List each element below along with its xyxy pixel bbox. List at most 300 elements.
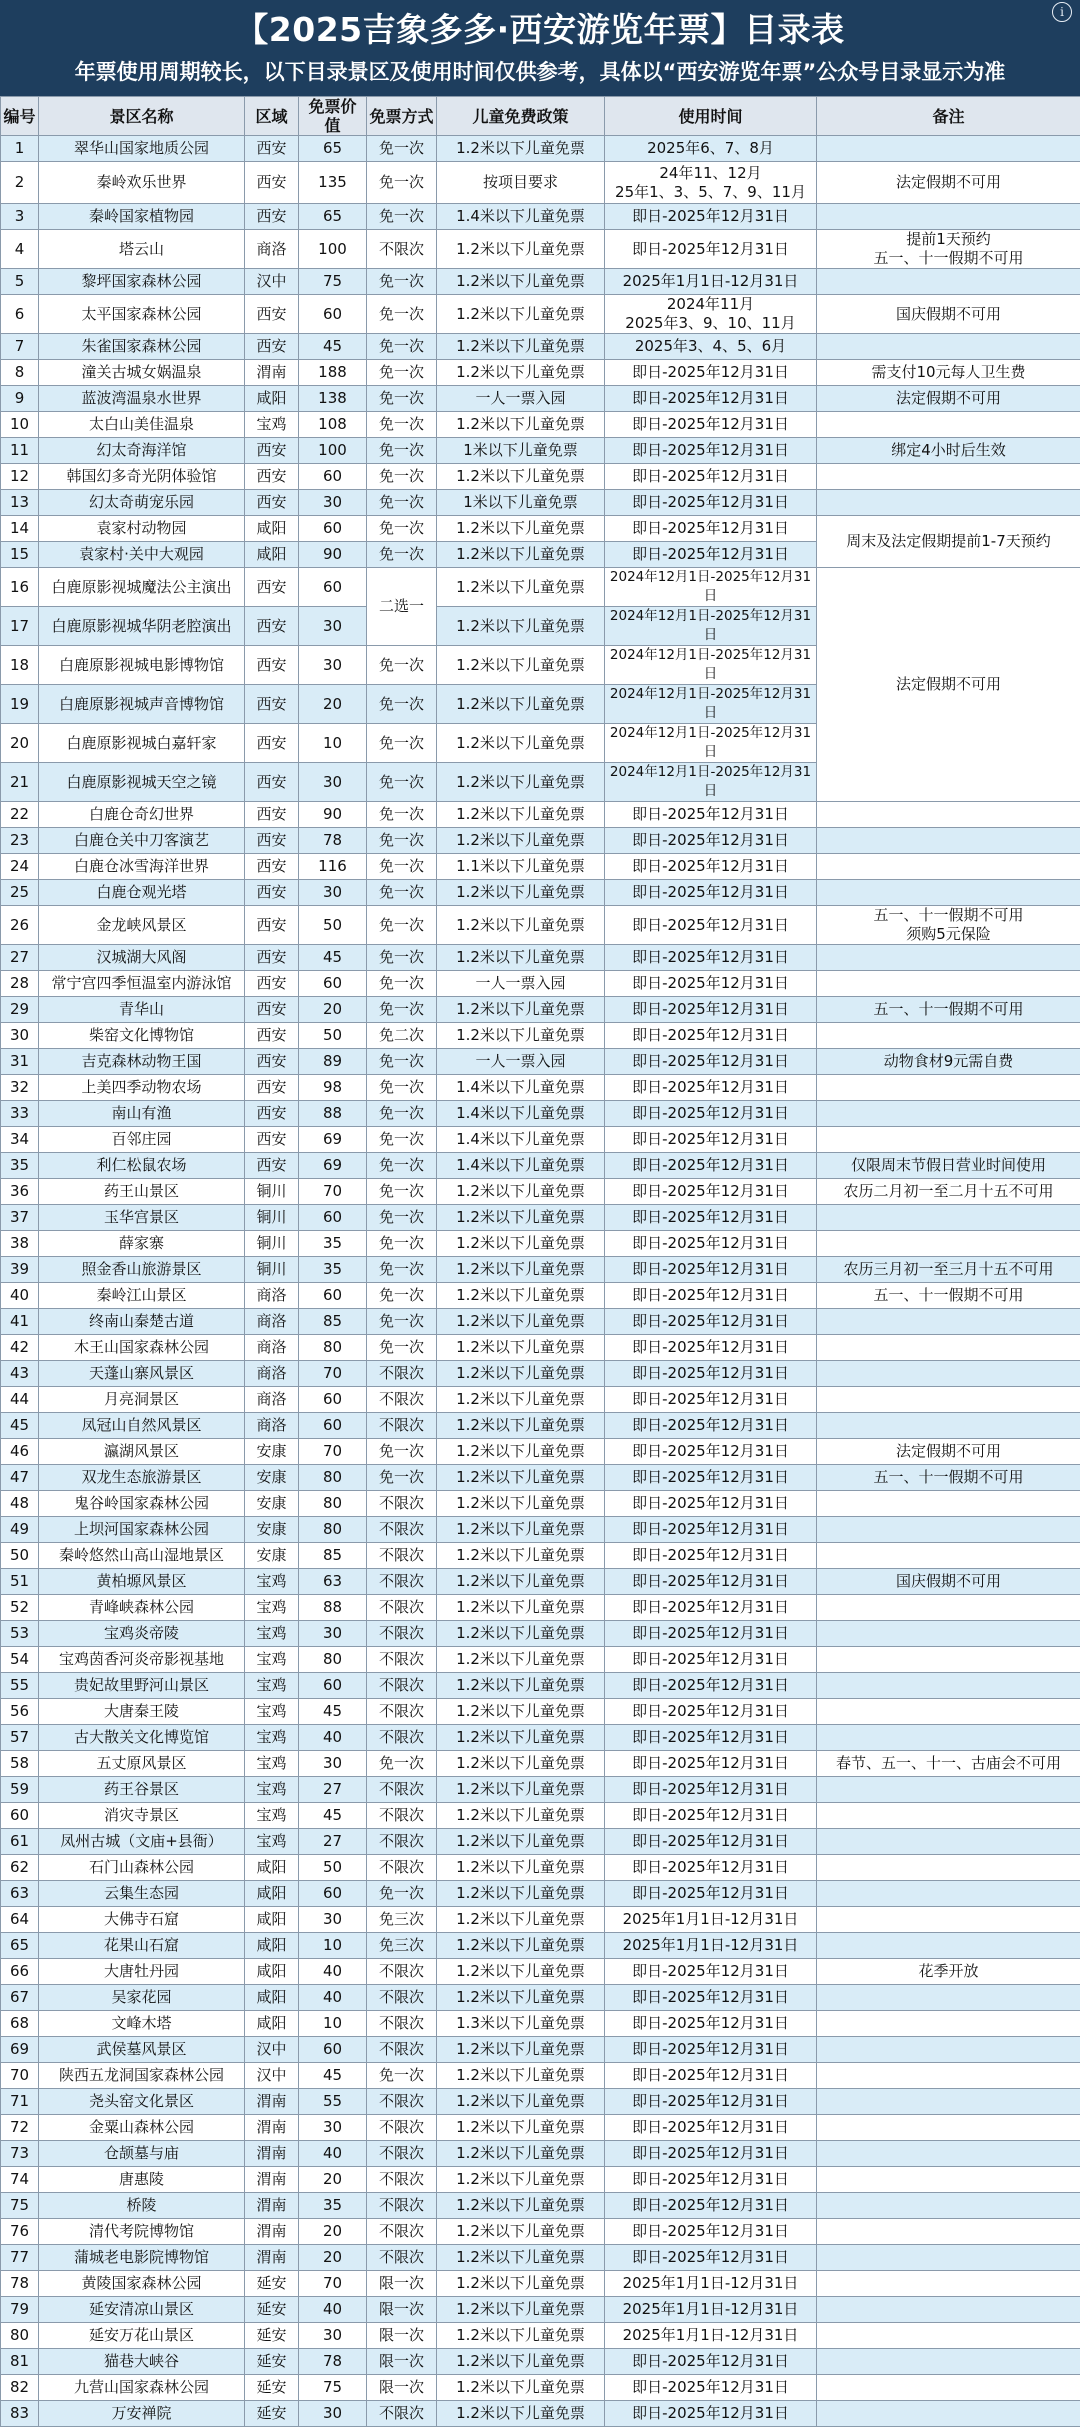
cell-index: 26 bbox=[1, 906, 39, 945]
cell-name: 白鹿原影视城声音博物馆 bbox=[39, 685, 245, 724]
cell-name: 陕西五龙洞国家森林公园 bbox=[39, 2063, 245, 2089]
cell-child-policy: 1.2米以下儿童免票 bbox=[437, 1179, 605, 1205]
cell-child-policy: 1.2米以下儿童免票 bbox=[437, 763, 605, 802]
table-row bbox=[1, 438, 1080, 464]
cell-remarks bbox=[817, 1335, 1080, 1361]
table-row bbox=[1, 2037, 1080, 2063]
cell-value: 30 bbox=[299, 1621, 367, 1647]
cell-name: 药王山景区 bbox=[39, 1179, 245, 1205]
cell-remarks bbox=[817, 2349, 1080, 2375]
cell-usage-time: 即日-2025年12月31日 bbox=[605, 1751, 817, 1777]
table-row bbox=[1, 2115, 1080, 2141]
table-row bbox=[1, 945, 1080, 971]
cell-method: 免一次 bbox=[367, 1257, 437, 1283]
cell-value: 27 bbox=[299, 1829, 367, 1855]
cell-method: 免一次 bbox=[367, 763, 437, 802]
cell-value: 50 bbox=[299, 906, 367, 945]
cell-index: 31 bbox=[1, 1049, 39, 1075]
cell-index: 5 bbox=[1, 269, 39, 295]
cell-remarks bbox=[817, 880, 1080, 906]
cell-remarks bbox=[817, 412, 1080, 438]
cell-usage-time: 即日-2025年12月31日 bbox=[605, 1699, 817, 1725]
cell-index: 71 bbox=[1, 2089, 39, 2115]
cell-value: 45 bbox=[299, 945, 367, 971]
cell-name: 百邻庄园 bbox=[39, 1127, 245, 1153]
cell-value: 30 bbox=[299, 607, 367, 646]
table-row bbox=[1, 1777, 1080, 1803]
cell-method: 免一次 bbox=[367, 854, 437, 880]
cell-remarks: 农历三月初一至三月十五不可用 bbox=[817, 1257, 1080, 1283]
cell-name: 幻太奇海洋馆 bbox=[39, 438, 245, 464]
cell-remarks: 五一、十一假期不可用 bbox=[817, 1283, 1080, 1309]
cell-method: 不限次 bbox=[367, 2193, 437, 2219]
cell-region: 西安 bbox=[245, 971, 299, 997]
table-row bbox=[1, 2349, 1080, 2375]
cell-usage-time: 即日-2025年12月31日 bbox=[605, 1855, 817, 1881]
cell-index: 2 bbox=[1, 162, 39, 204]
cell-region: 西安 bbox=[245, 204, 299, 230]
cell-child-policy: 1.2米以下儿童免票 bbox=[437, 880, 605, 906]
cell-index: 18 bbox=[1, 646, 39, 685]
cell-name: 袁家村·关中大观园 bbox=[39, 542, 245, 568]
cell-usage-time: 即日-2025年12月31日 bbox=[605, 1049, 817, 1075]
cell-name: 塔云山 bbox=[39, 230, 245, 269]
cell-usage-time: 即日-2025年12月31日 bbox=[605, 438, 817, 464]
cell-method: 不限次 bbox=[367, 1985, 437, 2011]
cell-child-policy: 1.2米以下儿童免票 bbox=[437, 1725, 605, 1751]
cell-usage-time: 即日-2025年12月31日 bbox=[605, 1205, 817, 1231]
cell-region: 咸阳 bbox=[245, 1959, 299, 1985]
cell-method: 限一次 bbox=[367, 2375, 437, 2401]
cell-index: 17 bbox=[1, 607, 39, 646]
cell-index: 30 bbox=[1, 1023, 39, 1049]
cell-child-policy: 1.2米以下儿童免票 bbox=[437, 2297, 605, 2323]
cell-index: 9 bbox=[1, 386, 39, 412]
cell-child-policy: 1.2米以下儿童免票 bbox=[437, 360, 605, 386]
cell-region: 汉中 bbox=[245, 2063, 299, 2089]
cell-usage-time: 即日-2025年12月31日 bbox=[605, 2219, 817, 2245]
cell-value: 30 bbox=[299, 1907, 367, 1933]
cell-usage-time: 即日-2025年12月31日 bbox=[605, 945, 817, 971]
cell-name: 药王谷景区 bbox=[39, 1777, 245, 1803]
cell-method: 免一次 bbox=[367, 724, 437, 763]
cell-region: 西安 bbox=[245, 854, 299, 880]
cell-value: 60 bbox=[299, 1387, 367, 1413]
cell-index: 34 bbox=[1, 1127, 39, 1153]
cell-index: 29 bbox=[1, 997, 39, 1023]
table-row bbox=[1, 386, 1080, 412]
cell-remarks: 五一、十一假期不可用 bbox=[817, 1465, 1080, 1491]
cell-index: 1 bbox=[1, 136, 39, 162]
cell-value: 60 bbox=[299, 1413, 367, 1439]
cell-method: 免一次 bbox=[367, 1231, 437, 1257]
cell-usage-time: 2024年12月1日-2025年12月31日 bbox=[605, 646, 817, 685]
cell-value: 65 bbox=[299, 136, 367, 162]
cell-method: 不限次 bbox=[367, 1699, 437, 1725]
table-row bbox=[1, 1907, 1080, 1933]
cell-value: 70 bbox=[299, 1361, 367, 1387]
cell-child-policy: 一人一票入园 bbox=[437, 1049, 605, 1075]
cell-region: 西安 bbox=[245, 490, 299, 516]
cell-region: 西安 bbox=[245, 763, 299, 802]
cell-name: 五丈原风景区 bbox=[39, 1751, 245, 1777]
cell-value: 10 bbox=[299, 724, 367, 763]
cell-child-policy: 1.2米以下儿童免票 bbox=[437, 997, 605, 1023]
cell-region: 西安 bbox=[245, 646, 299, 685]
cell-remarks bbox=[817, 1075, 1080, 1101]
cell-remarks bbox=[817, 2219, 1080, 2245]
cell-method: 免一次 bbox=[367, 162, 437, 204]
cell-region: 宝鸡 bbox=[245, 1751, 299, 1777]
cell-child-policy: 1.2米以下儿童免票 bbox=[437, 2323, 605, 2349]
cell-value: 50 bbox=[299, 1023, 367, 1049]
cell-usage-time: 即日-2025年12月31日 bbox=[605, 854, 817, 880]
cell-region: 西安 bbox=[245, 1075, 299, 1101]
cell-child-policy: 1.2米以下儿童免票 bbox=[437, 1647, 605, 1673]
cell-child-policy: 1.2米以下儿童免票 bbox=[437, 1595, 605, 1621]
table-row bbox=[1, 1361, 1080, 1387]
cell-value: 45 bbox=[299, 1699, 367, 1725]
cell-child-policy: 1.2米以下儿童免票 bbox=[437, 230, 605, 269]
cell-region: 宝鸡 bbox=[245, 1647, 299, 1673]
cell-region: 西安 bbox=[245, 1049, 299, 1075]
table-row bbox=[1, 1673, 1080, 1699]
cell-child-policy: 1.2米以下儿童免票 bbox=[437, 1803, 605, 1829]
table-row bbox=[1, 2323, 1080, 2349]
cell-index: 4 bbox=[1, 230, 39, 269]
cell-index: 54 bbox=[1, 1647, 39, 1673]
table-row bbox=[1, 1569, 1080, 1595]
cell-index: 55 bbox=[1, 1673, 39, 1699]
cell-region: 西安 bbox=[245, 945, 299, 971]
cell-method: 不限次 bbox=[367, 230, 437, 269]
cell-usage-time: 即日-2025年12月31日 bbox=[605, 1335, 817, 1361]
cell-remarks bbox=[817, 2037, 1080, 2063]
cell-method: 免一次 bbox=[367, 204, 437, 230]
cell-region: 安康 bbox=[245, 1543, 299, 1569]
cell-remarks bbox=[817, 269, 1080, 295]
cell-remarks: 绑定4小时后生效 bbox=[817, 438, 1080, 464]
cell-method: 限一次 bbox=[367, 2271, 437, 2297]
cell-index: 8 bbox=[1, 360, 39, 386]
cell-method: 免一次 bbox=[367, 1283, 437, 1309]
cell-region: 西安 bbox=[245, 295, 299, 334]
cell-method: 不限次 bbox=[367, 1829, 437, 1855]
cell-name: 白鹿原影视城华阴老腔演出 bbox=[39, 607, 245, 646]
cell-value: 80 bbox=[299, 1647, 367, 1673]
cell-child-policy: 1.2米以下儿童免票 bbox=[437, 1907, 605, 1933]
cell-name: 白鹿原影视城电影博物馆 bbox=[39, 646, 245, 685]
cell-name: 金龙峡风景区 bbox=[39, 906, 245, 945]
cell-value: 40 bbox=[299, 1985, 367, 2011]
cell-name: 凤州古城（文庙+县衙） bbox=[39, 1829, 245, 1855]
cell-child-policy: 1.2米以下儿童免票 bbox=[437, 1673, 605, 1699]
info-circle-icon[interactable]: i bbox=[1052, 2, 1072, 22]
cell-value: 100 bbox=[299, 438, 367, 464]
cell-value: 70 bbox=[299, 1179, 367, 1205]
cell-value: 60 bbox=[299, 1283, 367, 1309]
cell-remarks bbox=[817, 802, 1080, 828]
cell-region: 铜川 bbox=[245, 1257, 299, 1283]
cell-child-policy: 1.2米以下儿童免票 bbox=[437, 1361, 605, 1387]
table-row bbox=[1, 2245, 1080, 2271]
cell-child-policy: 1.2米以下儿童免票 bbox=[437, 2037, 605, 2063]
cell-child-policy: 按项目要求 bbox=[437, 162, 605, 204]
cell-method: 免一次 bbox=[367, 386, 437, 412]
cell-remarks bbox=[817, 2063, 1080, 2089]
cell-name: 白鹿仓关中刀客演艺 bbox=[39, 828, 245, 854]
cell-value: 20 bbox=[299, 685, 367, 724]
cell-value: 80 bbox=[299, 1517, 367, 1543]
cell-child-policy: 1.2米以下儿童免票 bbox=[437, 542, 605, 568]
cell-index: 16 bbox=[1, 568, 39, 607]
table-row bbox=[1, 1751, 1080, 1777]
cell-child-policy: 1.2米以下儿童免票 bbox=[437, 2089, 605, 2115]
cell-remarks bbox=[817, 1309, 1080, 1335]
cell-remarks bbox=[817, 2089, 1080, 2115]
cell-index: 62 bbox=[1, 1855, 39, 1881]
cell-method: 不限次 bbox=[367, 1673, 437, 1699]
cell-child-policy: 1.2米以下儿童免票 bbox=[437, 1777, 605, 1803]
cell-name: 蓝波湾温泉水世界 bbox=[39, 386, 245, 412]
cell-usage-time: 即日-2025年12月31日 bbox=[605, 412, 817, 438]
cell-value: 30 bbox=[299, 646, 367, 685]
table-row bbox=[1, 2297, 1080, 2323]
cell-value: 45 bbox=[299, 2063, 367, 2089]
cell-region: 商洛 bbox=[245, 1387, 299, 1413]
cell-value: 30 bbox=[299, 2323, 367, 2349]
cell-index: 52 bbox=[1, 1595, 39, 1621]
cell-method: 免一次 bbox=[367, 1101, 437, 1127]
cell-usage-time: 24年11、12月 25年1、3、5、7、9、11月 bbox=[605, 162, 817, 204]
cell-method: 免一次 bbox=[367, 464, 437, 490]
cell-name: 照金香山旅游景区 bbox=[39, 1257, 245, 1283]
cell-usage-time: 即日-2025年12月31日 bbox=[605, 1101, 817, 1127]
table-row bbox=[1, 828, 1080, 854]
cell-child-policy: 1.2米以下儿童免票 bbox=[437, 1855, 605, 1881]
cell-remarks: 花季开放 bbox=[817, 1959, 1080, 1985]
cell-index: 20 bbox=[1, 724, 39, 763]
cell-usage-time: 即日-2025年12月31日 bbox=[605, 360, 817, 386]
cell-usage-time: 2025年1月1日-12月31日 bbox=[605, 1907, 817, 1933]
table-row bbox=[1, 906, 1080, 945]
cell-method: 限一次 bbox=[367, 2349, 437, 2375]
cell-region: 渭南 bbox=[245, 360, 299, 386]
cell-name: 青峰峡森林公园 bbox=[39, 1595, 245, 1621]
cell-region: 延安 bbox=[245, 2349, 299, 2375]
cell-value: 60 bbox=[299, 1205, 367, 1231]
cell-usage-time: 2025年6、7、8月 bbox=[605, 136, 817, 162]
cell-value: 60 bbox=[299, 1881, 367, 1907]
scenic-spot-table bbox=[0, 96, 1080, 2427]
cell-remarks bbox=[817, 1205, 1080, 1231]
table-row bbox=[1, 464, 1080, 490]
cell-name: 大唐牡丹园 bbox=[39, 1959, 245, 1985]
cell-remarks bbox=[817, 2193, 1080, 2219]
cell-remarks bbox=[817, 945, 1080, 971]
cell-method: 不限次 bbox=[367, 1621, 437, 1647]
table-row bbox=[1, 2271, 1080, 2297]
cell-child-policy: 1.2米以下儿童免票 bbox=[437, 295, 605, 334]
cell-index: 75 bbox=[1, 2193, 39, 2219]
cell-usage-time: 即日-2025年12月31日 bbox=[605, 1361, 817, 1387]
cell-region: 安康 bbox=[245, 1465, 299, 1491]
table-row bbox=[1, 360, 1080, 386]
cell-child-policy: 1.3米以下儿童免票 bbox=[437, 2011, 605, 2037]
cell-usage-time: 2025年1月1日-12月31日 bbox=[605, 2271, 817, 2297]
table-row bbox=[1, 516, 1080, 542]
cell-value: 35 bbox=[299, 1231, 367, 1257]
cell-usage-time: 即日-2025年12月31日 bbox=[605, 1803, 817, 1829]
cell-index: 48 bbox=[1, 1491, 39, 1517]
cell-method: 免一次 bbox=[367, 1205, 437, 1231]
cell-region: 商洛 bbox=[245, 1413, 299, 1439]
cell-method: 免一次 bbox=[367, 542, 437, 568]
cell-name: 白鹿原影视城魔法公主演出 bbox=[39, 568, 245, 607]
cell-name: 贵妃故里野河山景区 bbox=[39, 1673, 245, 1699]
cell-method: 免一次 bbox=[367, 1881, 437, 1907]
cell-usage-time: 2025年1月1日-12月31日 bbox=[605, 1933, 817, 1959]
cell-value: 45 bbox=[299, 1803, 367, 1829]
cell-name: 金粟山森林公园 bbox=[39, 2115, 245, 2141]
cell-index: 15 bbox=[1, 542, 39, 568]
cell-region: 延安 bbox=[245, 2375, 299, 2401]
cell-value: 80 bbox=[299, 1465, 367, 1491]
cell-method: 不限次 bbox=[367, 1777, 437, 1803]
cell-name: 秦岭悠然山高山湿地景区 bbox=[39, 1543, 245, 1569]
table-row bbox=[1, 2401, 1080, 2427]
cell-remarks bbox=[817, 2401, 1080, 2427]
cell-remarks: 动物食材9元需自费 bbox=[817, 1049, 1080, 1075]
cell-region: 西安 bbox=[245, 880, 299, 906]
col-header-method: 免票方式 bbox=[367, 97, 437, 136]
table-row bbox=[1, 2219, 1080, 2245]
cell-index: 77 bbox=[1, 2245, 39, 2271]
cell-name: 翠华山国家地质公园 bbox=[39, 136, 245, 162]
cell-usage-time: 即日-2025年12月31日 bbox=[605, 1881, 817, 1907]
cell-name: 古大散关文化博览馆 bbox=[39, 1725, 245, 1751]
cell-remarks bbox=[817, 2323, 1080, 2349]
cell-remarks bbox=[817, 1517, 1080, 1543]
cell-method: 免一次 bbox=[367, 490, 437, 516]
cell-region: 西安 bbox=[245, 828, 299, 854]
cell-region: 渭南 bbox=[245, 2219, 299, 2245]
cell-value: 30 bbox=[299, 1751, 367, 1777]
col-header-region: 区域 bbox=[245, 97, 299, 136]
cell-value: 88 bbox=[299, 1595, 367, 1621]
cell-value: 135 bbox=[299, 162, 367, 204]
cell-usage-time: 即日-2025年12月31日 bbox=[605, 1153, 817, 1179]
table-row bbox=[1, 204, 1080, 230]
col-header-name: 景区名称 bbox=[39, 97, 245, 136]
cell-method: 不限次 bbox=[367, 1569, 437, 1595]
cell-index: 10 bbox=[1, 412, 39, 438]
cell-value: 70 bbox=[299, 2271, 367, 2297]
cell-usage-time: 即日-2025年12月31日 bbox=[605, 464, 817, 490]
cell-region: 咸阳 bbox=[245, 2011, 299, 2037]
cell-name: 延安清凉山景区 bbox=[39, 2297, 245, 2323]
cell-value: 20 bbox=[299, 2167, 367, 2193]
cell-region: 铜川 bbox=[245, 1231, 299, 1257]
cell-usage-time: 即日-2025年12月31日 bbox=[605, 1985, 817, 2011]
cell-child-policy: 1.2米以下儿童免票 bbox=[437, 136, 605, 162]
cell-value: 80 bbox=[299, 1491, 367, 1517]
cell-child-policy: 1.2米以下儿童免票 bbox=[437, 802, 605, 828]
cell-child-policy: 1.2米以下儿童免票 bbox=[437, 1751, 605, 1777]
cell-region: 西安 bbox=[245, 334, 299, 360]
cell-region: 商洛 bbox=[245, 1335, 299, 1361]
cell-value: 40 bbox=[299, 1959, 367, 1985]
cell-value: 78 bbox=[299, 2349, 367, 2375]
cell-usage-time: 即日-2025年12月31日 bbox=[605, 2063, 817, 2089]
cell-name: 吴家花园 bbox=[39, 1985, 245, 2011]
cell-remarks: 国庆假期不可用 bbox=[817, 295, 1080, 334]
cell-region: 咸阳 bbox=[245, 1881, 299, 1907]
cell-value: 63 bbox=[299, 1569, 367, 1595]
cell-name: 吉克森林动物王国 bbox=[39, 1049, 245, 1075]
cell-child-policy: 一人一票入园 bbox=[437, 971, 605, 997]
cell-method: 不限次 bbox=[367, 1361, 437, 1387]
cell-index: 13 bbox=[1, 490, 39, 516]
cell-name: 大佛寺石窟 bbox=[39, 1907, 245, 1933]
cell-region: 宝鸡 bbox=[245, 1699, 299, 1725]
cell-index: 37 bbox=[1, 1205, 39, 1231]
cell-name: 南山有渔 bbox=[39, 1101, 245, 1127]
cell-child-policy: 1.2米以下儿童免票 bbox=[437, 945, 605, 971]
cell-name: 唐惠陵 bbox=[39, 2167, 245, 2193]
cell-child-policy: 1.2米以下儿童免票 bbox=[437, 1985, 605, 2011]
cell-index: 25 bbox=[1, 880, 39, 906]
cell-remarks: 法定假期不可用 bbox=[817, 162, 1080, 204]
cell-name: 青华山 bbox=[39, 997, 245, 1023]
cell-name: 桥陵 bbox=[39, 2193, 245, 2219]
cell-child-policy: 1.2米以下儿童免票 bbox=[437, 2063, 605, 2089]
cell-usage-time: 即日-2025年12月31日 bbox=[605, 1075, 817, 1101]
cell-index: 49 bbox=[1, 1517, 39, 1543]
cell-index: 61 bbox=[1, 1829, 39, 1855]
cell-remarks: 春节、五一、十一、古庙会不可用 bbox=[817, 1751, 1080, 1777]
cell-child-policy: 1.2米以下儿童免票 bbox=[437, 2141, 605, 2167]
table-row bbox=[1, 1075, 1080, 1101]
cell-name: 仓颉墓与庙 bbox=[39, 2141, 245, 2167]
cell-index: 42 bbox=[1, 1335, 39, 1361]
cell-remarks bbox=[817, 204, 1080, 230]
cell-child-policy: 1.2米以下儿童免票 bbox=[437, 724, 605, 763]
cell-child-policy: 1.2米以下儿童免票 bbox=[437, 334, 605, 360]
cell-remarks bbox=[817, 1491, 1080, 1517]
cell-name: 白鹿仓观光塔 bbox=[39, 880, 245, 906]
cell-index: 80 bbox=[1, 2323, 39, 2349]
cell-region: 安康 bbox=[245, 1439, 299, 1465]
cell-method: 不限次 bbox=[367, 2011, 437, 2037]
cell-remarks bbox=[817, 1361, 1080, 1387]
cell-name: 秦岭欢乐世界 bbox=[39, 162, 245, 204]
cell-usage-time: 即日-2025年12月31日 bbox=[605, 1491, 817, 1517]
cell-method: 免一次 bbox=[367, 646, 437, 685]
cell-method: 限一次 bbox=[367, 2323, 437, 2349]
cell-index: 19 bbox=[1, 685, 39, 724]
cell-name: 太平国家森林公园 bbox=[39, 295, 245, 334]
cell-method: 免一次 bbox=[367, 2063, 437, 2089]
cell-usage-time: 即日-2025年12月31日 bbox=[605, 2141, 817, 2167]
cell-child-policy: 1.2米以下儿童免票 bbox=[437, 1023, 605, 1049]
cell-value: 20 bbox=[299, 997, 367, 1023]
cell-remarks bbox=[817, 1023, 1080, 1049]
table-row bbox=[1, 1283, 1080, 1309]
cell-method: 免一次 bbox=[367, 1309, 437, 1335]
cell-usage-time: 即日-2025年12月31日 bbox=[605, 997, 817, 1023]
cell-region: 西安 bbox=[245, 136, 299, 162]
